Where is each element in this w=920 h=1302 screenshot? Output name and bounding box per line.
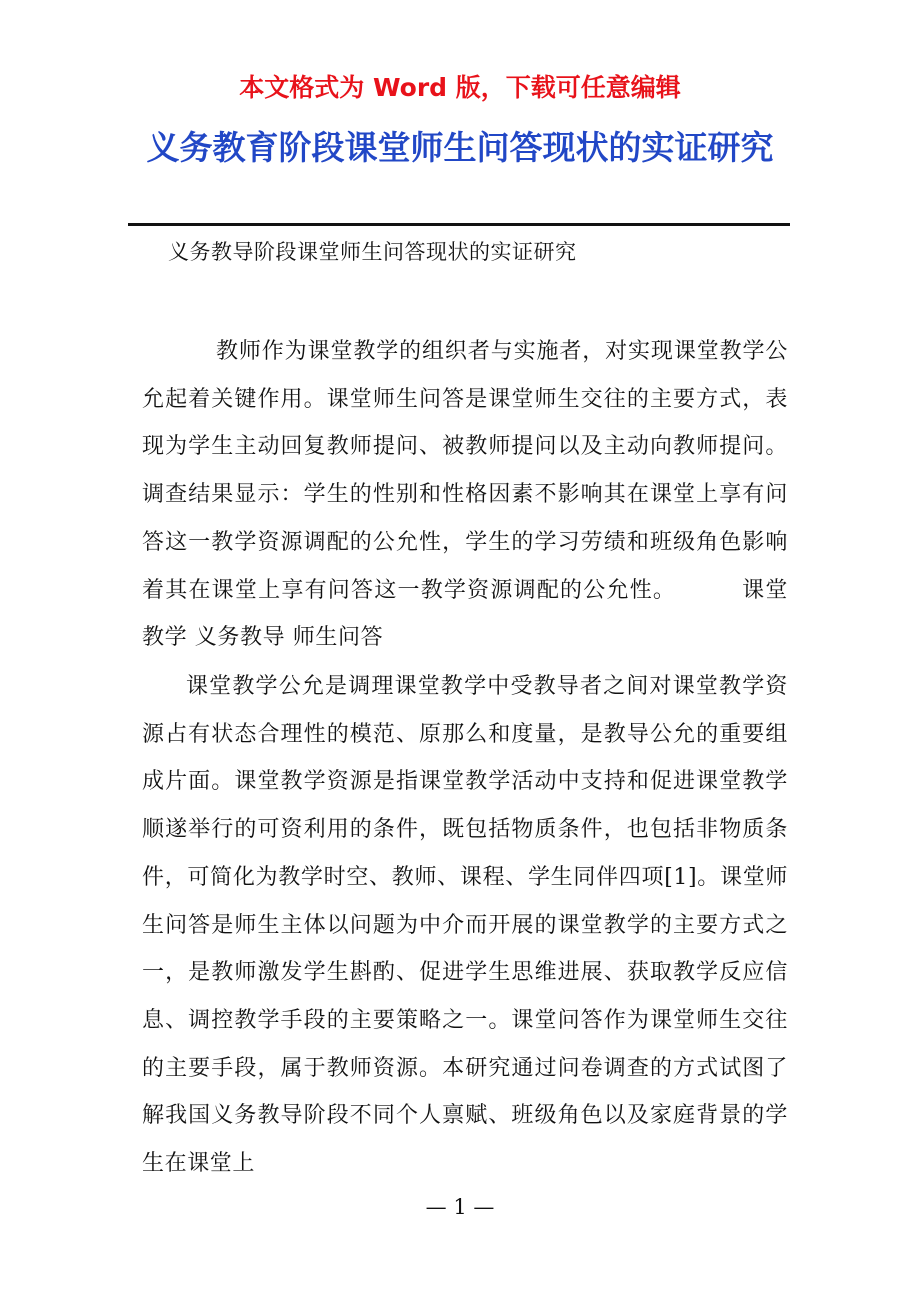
document-subtitle: 义务教导阶段课堂师生问答现状的实证研究 <box>168 240 577 264</box>
body-paragraph: 课堂教学公允是调理课堂教学中受教导者之间对课堂教学资源占有状态合理性的模范、原那么和度量，是教导公允的重要组成片面。课堂教学资源是指课堂教学活动中支持和促进课堂教学顺遂举行的可资利用的条件，既包括物质条件，也包括非物质条件，可简化为教学时空、教师、课程、学生同伴四项[1]。课堂师生问答是师生主体以问题为中介而开展的课堂教学的主要方式之一，是教师激发学生斟酌、促进学生思维进展、获取教学反应信息、调控教学手段的主要策略之一。课堂问答作为课堂师生交往的主要手段，属于教师资源。本研究通过问卷调查的方式试图了解我国义务教导阶段不同个人禀赋、班级角色以及家庭背景的学生在课堂上 <box>142 674 788 1177</box>
title-divider <box>128 223 790 226</box>
document-title: 义务教育阶段课堂师生问答现状的实证研究 <box>146 128 774 167</box>
format-banner: 本文格式为 Word 版，下载可任意编辑 <box>239 73 681 102</box>
page-number: — 1 — <box>425 1195 495 1219</box>
abstract-text: 教师作为课堂教学的组织者与实施者，对实现课堂教学公允起着关键作用。课堂师生问答是课堂师生交往的主要方式，表现为学生主动回复教师提问、被教师提问以及主动向教师提问。调查结果显示：学生的性别和性格因素不影响其在课堂上享有问答这一教学资源调配的公允性，学生的学习劳绩和班级角色影响着其在课堂上享有问答这一教学资源调配的公允性。 <box>142 339 788 603</box>
keywords-text: 课堂教学 义务教导 师生问答 <box>142 577 788 651</box>
abstract-paragraph <box>142 328 788 662</box>
